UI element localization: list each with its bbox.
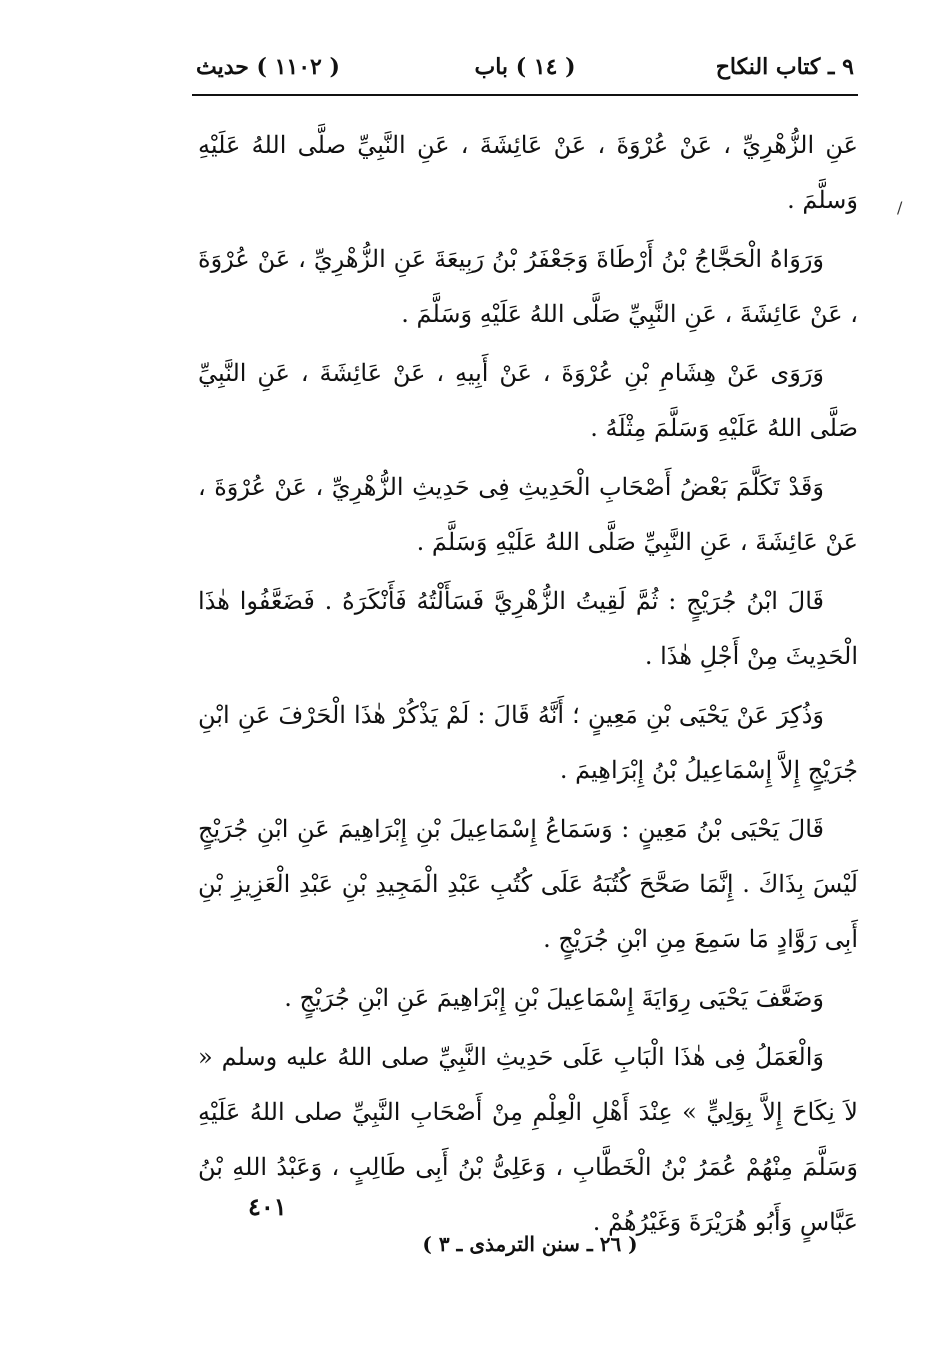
paragraph: قَالَ يَحْيَى بْنُ مَعِينٍ : وَسَمَاعُ إِسْمَاعِيلَ بْنِ إِبْرَاهِيمَ عَنِ ابْنِ جُرَيْجٍ لَيْسَ بِذَاكَ . إِنَّمَا صَحَّحَ كُتُبَهُ عَلَى كُتُبِ عَبْدِ الْمَجِيدِ بْنِ عَبْدِ الْعَزِيزِ بْنِ أَبِى رَوَّادٍ مَا سَمِعَ مِنِ ابْنِ جُرَيْجٍ . [198, 815, 858, 953]
paragraph: وَذُكِرَ عَنْ يَحْيَى بْنِ مَعِينٍ ؛ أَنَّهُ قَالَ : لَمْ يَذْكُرْ هٰذَا الْحَرْفَ عَنِ ابْنِ جُرَيْجٍ إِلاَّ إِسْمَاعِيلُ بْنُ إِبْرَاهِيمَ . [198, 701, 858, 784]
chapter-label: ( ١٤ ) باب [474, 54, 576, 80]
paragraph: وَرَوَاهُ الْحَجَّاجُ بْنُ أَرْطَاةَ وَجَعْفَرُ بْنُ رَبِيعَةَ عَنِ الزُّهْرِيِّ ، عَنْ عُرْوَةَ ، عَنْ عَائِشَةَ ، عَنِ النَّبِيِّ صَلَّى اللهُ عَلَيْهِ وَسَلَّمَ . [198, 245, 858, 328]
running-head [196, 54, 854, 90]
paragraph: وَالْعَمَلُ فِى هٰذَا الْبَابِ عَلَى حَدِيثِ النَّبِيِّ صلى اللهُ عليه وسلم « لاَ نِكَاحَ إِلاَّ بِوَلِيٍّ » عِنْدَ أَهْلِ الْعِلْمِ مِنْ أَصْحَابِ النَّبِيِّ صلى اللهُ عَلَيْهِ وَسَلَّمَ مِنْهُمْ عُمَرُ بْنُ الْخَطَّابِ ، وَعَلِىُّ بْنُ أَبِى طَالِبٍ ، وَعَبْدُ اللهِ بْنُ عَبَّاسٍ وَأَبُو هُرَيْرَةَ وَغَيْرُهُمْ . [198, 1043, 858, 1236]
header-divider [192, 94, 858, 96]
book-title: ٩ ـ كتاب النكاح [715, 54, 854, 80]
paragraph: وَضَعَّفَ يَحْيَى رِوَايَةَ إِسْمَاعِيلَ بْنِ إِبْرَاهِيمَ عَنِ ابْنِ جُرَيْجٍ . [284, 984, 824, 1012]
paragraph: وَرَوَى عَنْ هِشَامِ بْنِ عُرْوَةَ ، عَنْ أَبِيهِ ، عَنْ عَائِشَةَ ، عَنِ النَّبِيِّ صَلَّى اللهُ عَلَيْهِ وَسَلَّمَ مِثْلَهُ . [198, 359, 858, 442]
body-text [198, 118, 858, 1254]
hadith-number: ( ١١٠٢ ) حديث [196, 54, 340, 80]
paragraph: قَالَ ابْنُ جُرَيْجٍ : ثُمَّ لَقِيتُ الزُّهْرِيَّ فَسَأَلْتُهُ فَأَنْكَرَهُ . فَضَعَّفُوا هٰذَا الْحَدِيثَ مِنْ أَجْلِ هٰذَا . [198, 587, 858, 670]
paragraph: عَنِ الزُّهْرِيِّ ، عَنْ عُرْوَةَ ، عَنْ عَائِشَةَ ، عَنِ النَّبِيِّ صلَّى اللهُ عَلَيْهِ وَسلَّمَ . [198, 131, 858, 214]
signature-mark: ( ٢٦ ـ سنن الترمذى ـ ٣ ) [422, 1232, 638, 1256]
paragraph: وَقَدْ تَكَلَّمَ بَعْضُ أَصْحَابِ الْحَدِيثِ فِى حَدِيثِ الزُّهْرِيِّ ، عَنْ عُرْوَةَ ، عَنْ عَائِشَةَ ، عَنِ النَّبِيِّ صَلَّى اللهُ عَلَيْهِ وَسَلَّمَ . [198, 473, 858, 556]
margin-mark: / [897, 198, 903, 217]
page-number: ٤٠١ [248, 1192, 287, 1221]
